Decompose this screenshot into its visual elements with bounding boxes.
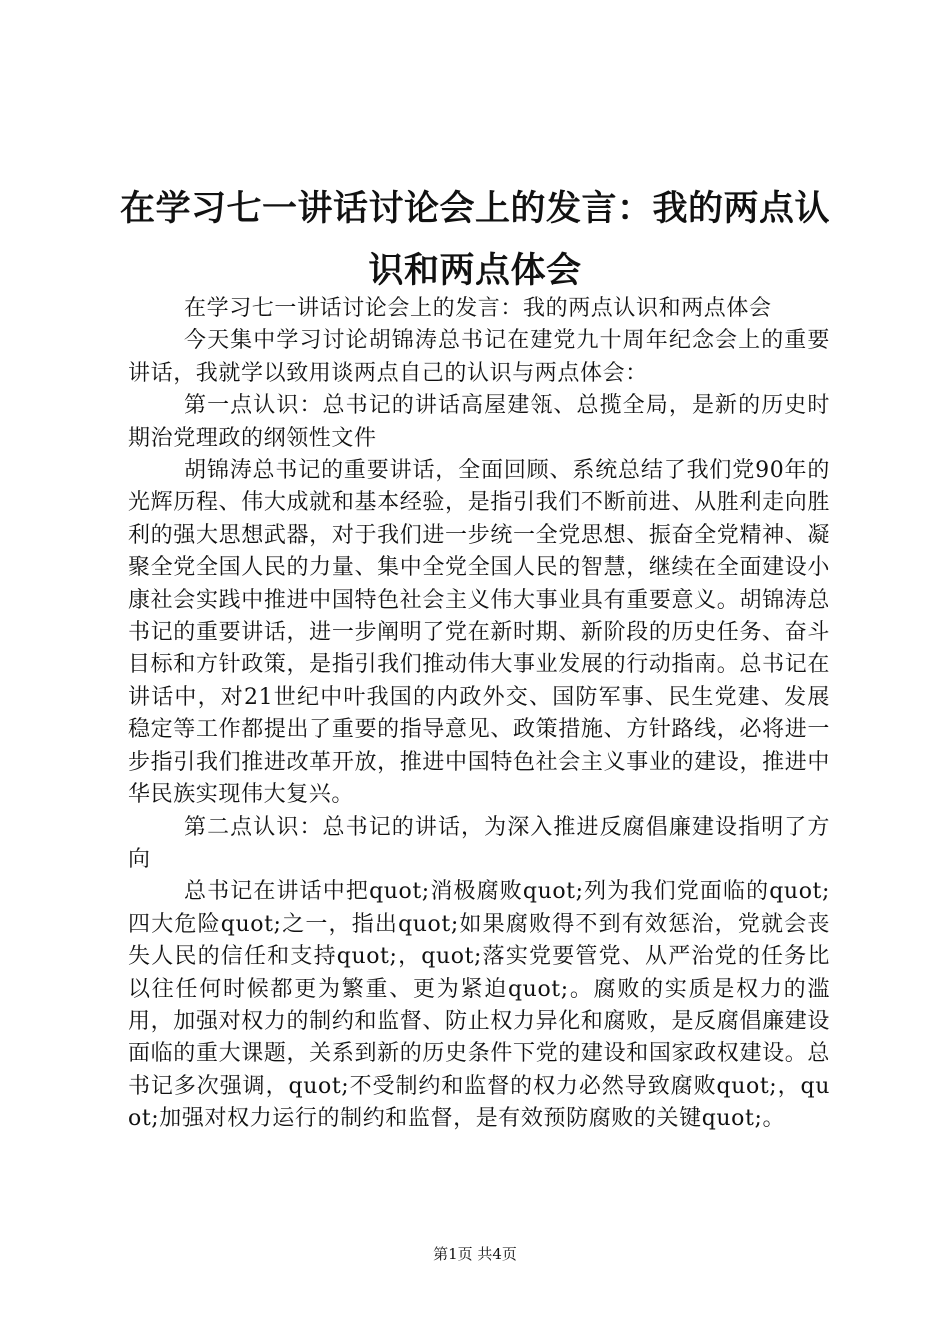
paragraph-intro: 今天集中学习讨论胡锦涛总书记在建党九十周年纪念会上的重要讲话，我就学以致用谈两点自己的认识与两点体会：	[128, 328, 830, 386]
paragraph-point-one-heading: 第一点认识：总书记的讲话高屋建瓴、总揽全局，是新的历史时期治党理政的纲领性文件	[128, 393, 830, 451]
document-body	[128, 293, 830, 1136]
paragraph-point-two-body: 总书记在讲话中把quot;消极腐败quot;列为我们党面临的quot;四大危险quot;之一，指出quot;如果腐败得不到有效惩治，党就会丧失人民的信任和支持quot;，quot;落实党要管党、从严治党的任务比以往任何时候都更为繁重、更为紧迫quot;。腐败的实质是权力的滥用，加强对权力的制约和监督、防止权力异化和腐败，是反腐倡廉建设面临的重大课题，关系到新的历史条件下党的建设和国家政权建设。总书记多次强调，quot;不受制约和监督的权力必然导致腐败quot;，quot;加强对权力运行的制约和监督，是有效预防腐败的关键quot;。	[128, 879, 830, 1132]
document-title: 在学习七一讲话讨论会上的发言：我的两点认识和两点体会	[119, 189, 830, 291]
paragraph-point-one-body: 胡锦涛总书记的重要讲话，全面回顾、系统总结了我们党90年的光辉历程、伟大成就和基本经验，是指引我们不断前进、从胜利走向胜利的强大思想武器，对于我们进一步统一全党思想、振奋全党精神、凝聚全党全国人民的力量、集中全党全国人民的智慧，继续在全面建设小康社会实践中推进中国特色社会主义伟大事业具有重要意义。胡锦涛总书记的重要讲话，进一步阐明了党在新时期、新阶段的历史任务、奋斗目标和方针政策，是指引我们推动伟大事业发展的行动指南。总书记在讲话中，对21世纪中叶我国的内政外交、国防军事、民生党建、发展稳定等工作都提出了重要的指导意见、政策措施、方针路线，必将进一步指引我们推进改革开放，推进中国特色社会主义事业的建设，推进中华民族实现伟大复兴。	[128, 458, 830, 808]
paragraph-point-two-heading: 第二点认识：总书记的讲话，为深入推进反腐倡廉建设指明了方向	[128, 814, 830, 872]
paragraph-heading-repeat: 在学习七一讲话讨论会上的发言：我的两点认识和两点体会	[184, 296, 772, 321]
page-footer: 第1页 共4页	[433, 1245, 517, 1263]
